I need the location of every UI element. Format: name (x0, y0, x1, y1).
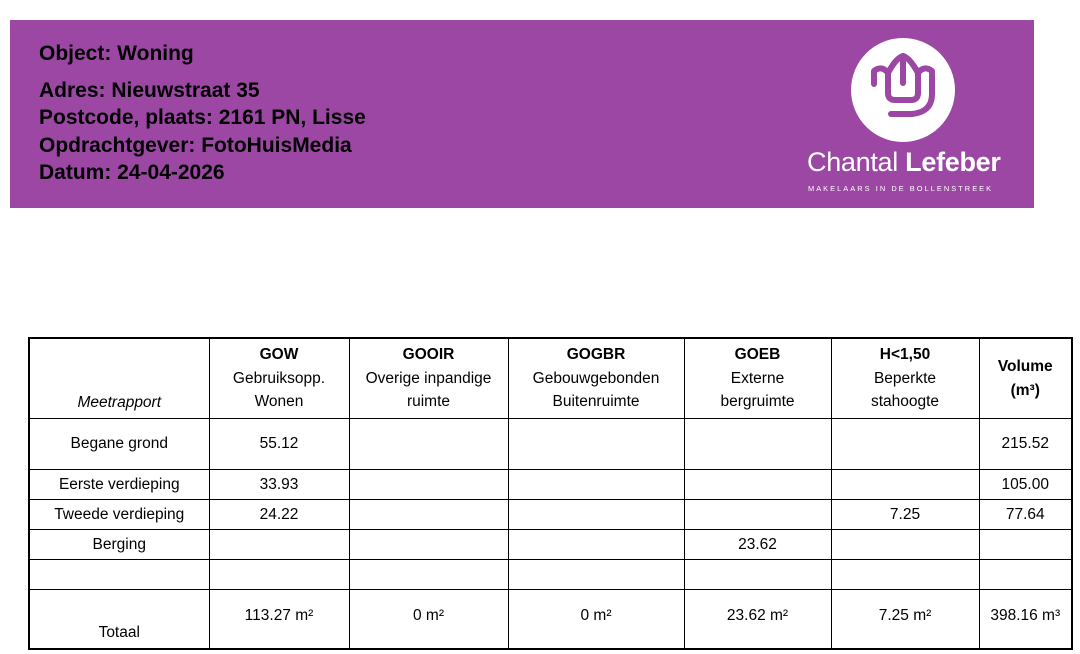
table-cell (508, 470, 684, 500)
table-row (29, 530, 1072, 560)
row-label (29, 560, 209, 590)
table-cell (831, 470, 979, 500)
table-cell (209, 530, 349, 560)
table-cell (349, 560, 508, 590)
table-cell (349, 419, 508, 470)
table-header-row (29, 338, 1072, 419)
table-cell (508, 419, 684, 470)
column-header: GOOIR Overige inpandige ruimte (349, 338, 508, 419)
brand-name (807, 147, 1003, 178)
column-header: GOGBR Gebouwgebonden Buitenruimte (508, 338, 684, 419)
row-label: Tweede verdieping (29, 500, 209, 530)
table-cell: 24.22 (209, 500, 349, 530)
table-cell (831, 560, 979, 590)
table-cell: 33.93 (209, 470, 349, 500)
table-cell (979, 560, 1072, 590)
table-cell (684, 500, 831, 530)
object-type: Object: Woning (39, 42, 194, 65)
postcode-place: Postcode, plaats: 2161 PN, Lisse (39, 106, 366, 129)
table-cell (684, 470, 831, 500)
total-label: Totaal (29, 590, 209, 650)
object-info (39, 40, 366, 187)
table-row (29, 470, 1072, 500)
table-row (29, 419, 1072, 470)
row-label: Eerste verdieping (29, 470, 209, 500)
table-cell (979, 530, 1072, 560)
table-cell: 23.62 (684, 530, 831, 560)
table-cell: 55.12 (209, 419, 349, 470)
total-cell: 0 m² (508, 590, 684, 650)
table-cell: 105.00 (979, 470, 1072, 500)
table-cell (349, 530, 508, 560)
total-row (29, 590, 1072, 650)
row-label: Berging (29, 530, 209, 560)
column-header: GOW Gebruiksopp. Wonen (209, 338, 349, 419)
table-cell (349, 500, 508, 530)
column-header: H<1,50 Beperkte stahoogte (831, 338, 979, 419)
report-date: Datum: 24-04-2026 (39, 161, 225, 184)
brand-first: Chantal (807, 147, 906, 177)
table-row (29, 560, 1072, 590)
company-logo (807, 38, 1003, 198)
table-cell: 7.25 (831, 500, 979, 530)
table-cell (508, 560, 684, 590)
total-cell: 7.25 m² (831, 590, 979, 650)
table-cell (684, 560, 831, 590)
table-cell (508, 530, 684, 560)
table-cell (684, 419, 831, 470)
corner-label: Meetrapport (29, 338, 209, 419)
table-cell (508, 500, 684, 530)
table-cell: 215.52 (979, 419, 1072, 470)
row-label: Begane grond (29, 419, 209, 470)
column-header: Volume (m³) (979, 338, 1072, 419)
address: Adres: Nieuwstraat 35 (39, 78, 260, 102)
brand-last: Lefeber (905, 147, 1001, 177)
total-cell: 113.27 m² (209, 590, 349, 650)
total-cell: 0 m² (349, 590, 508, 650)
measurement-table (28, 337, 1073, 650)
table-cell (831, 530, 979, 560)
table-row (29, 500, 1072, 530)
header-banner (10, 20, 1034, 208)
tulip-house-icon (851, 38, 955, 142)
total-cell: 398.16 m³ (979, 590, 1072, 650)
table-cell: 77.64 (979, 500, 1072, 530)
brand-tagline: MAKELAARS IN DE BOLLENSTREEK (808, 184, 994, 193)
column-header: GOEB Externe bergruimte (684, 338, 831, 419)
table-cell (831, 419, 979, 470)
total-cell: 23.62 m² (684, 590, 831, 650)
table-cell (349, 470, 508, 500)
table-cell (209, 560, 349, 590)
client: Opdrachtgever: FotoHuisMedia (39, 133, 352, 157)
